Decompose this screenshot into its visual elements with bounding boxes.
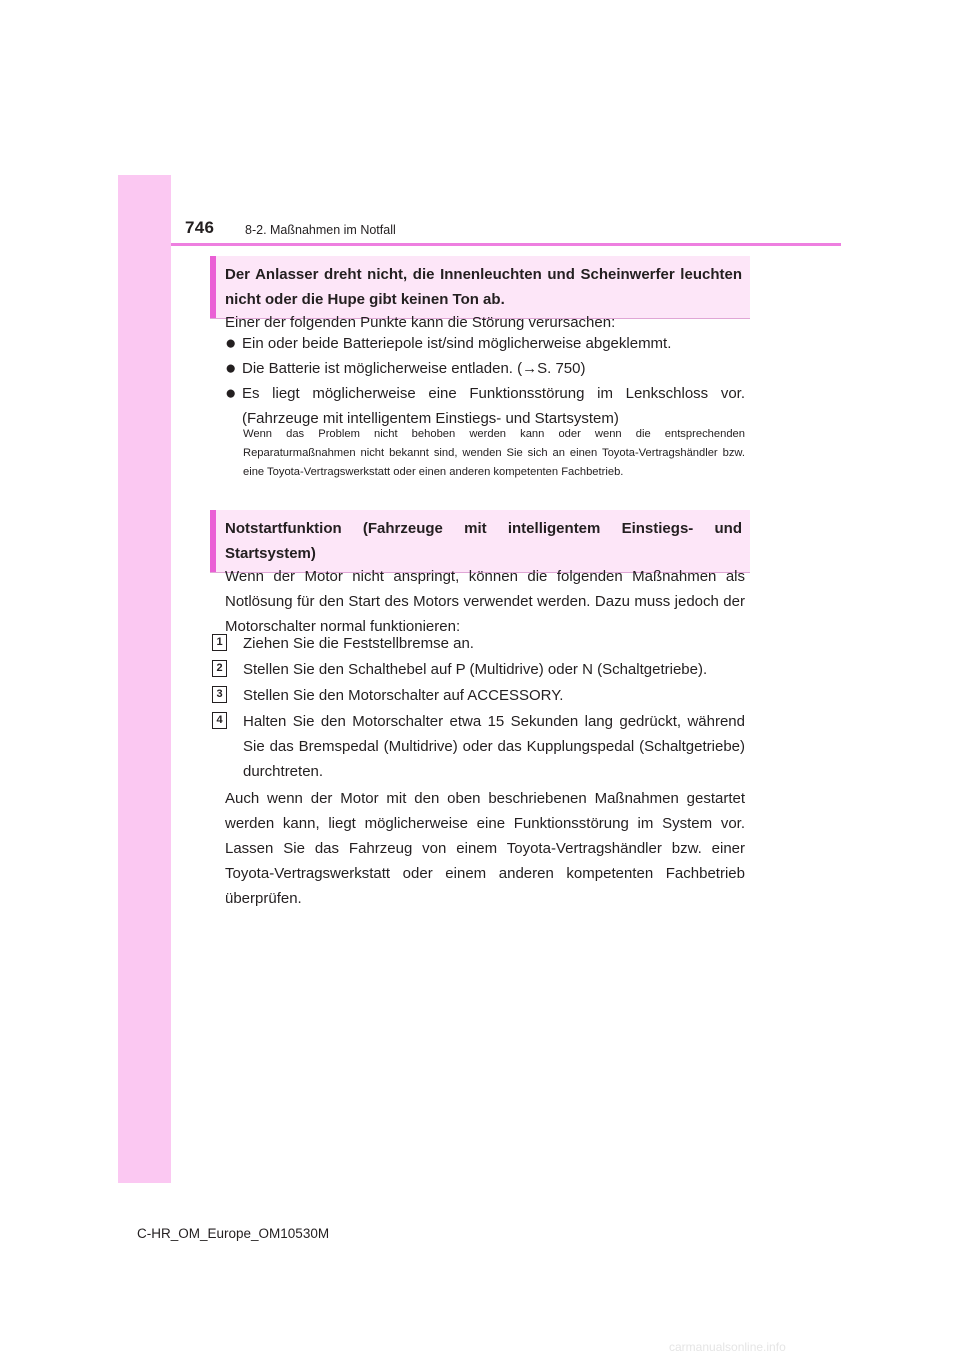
step-number-badge: 4	[212, 712, 227, 729]
step-number-badge: 2	[212, 660, 227, 677]
step-item	[212, 657, 745, 682]
document-code: C-HR_OM_Europe_OM10530M	[137, 1226, 330, 1241]
list-item	[225, 331, 745, 356]
step-number-badge: 3	[212, 686, 227, 703]
section-heading-starter-fault: Der Anlasser dreht nicht, die Innenleuchten und Scheinwerfer leuchten nicht oder die Hupe gibt keinen Ton ab.	[210, 256, 750, 319]
intro-paragraph-emergency-start: Wenn der Motor nicht anspringt, können die folgenden Maßnahmen als Notlösung für den Start des Motors verwendet werden. Dazu muss jedoch der Motorschalter normal funktionieren:	[225, 568, 745, 635]
section-heading-emergency-start: Notstartfunktion (Fahrzeuge mit intelligentem Einstiegs- und Startsystem)	[210, 510, 750, 573]
note-paragraph: Wenn das Problem nicht behoben werden kann oder wenn die entsprechenden Reparaturmaßnahmen nicht bekannt sind, wenden Sie sich an einen Toyota-Vertragshändler bzw. eine Toyota-Vertragswerkstatt oder einen anderen kompetenten Fachbetrieb.	[243, 428, 745, 478]
list-item-text: Die Batterie ist möglicherweise entladen. (→S. 750)	[242, 360, 586, 377]
watermark: carmanualsonline.info	[669, 1340, 786, 1354]
page-number: 746	[185, 218, 215, 237]
list-item-text: Ein oder beide Batteriepole ist/sind möglicherweise abgeklemmt.	[242, 335, 672, 352]
step-text: Stellen Sie den Schalthebel auf P (Multidrive) oder N (Schaltgetriebe).	[243, 661, 708, 678]
intro-paragraph-causes: Einer der folgenden Punkte kann die Störung verursachen:	[225, 314, 616, 331]
step-text: Ziehen Sie die Feststellbremse an.	[243, 635, 474, 652]
list-item-text: Es liegt möglicherweise eine Funktionsstörung im Lenkschloss vor. (Fahrzeuge mit intelligentem Einstiegs- und Startsystem)	[242, 385, 745, 427]
bullet-icon: ●	[225, 358, 237, 379]
list-item	[225, 356, 745, 381]
step-item	[212, 683, 745, 708]
list-item	[225, 381, 745, 431]
step-text: Stellen Sie den Motorschalter auf ACCESSORY.	[243, 687, 564, 704]
step-number-badge: 1	[212, 634, 227, 651]
step-item	[212, 709, 745, 784]
outro-paragraph: Auch wenn der Motor mit den oben beschriebenen Maßnahmen gestartet werden kann, liegt möglicherweise eine Funktionsstörung im System vor. Lassen Sie das Fahrzeug von einem Toyota-Vertragshändler bzw. einer Toyota-Vertragswerkstatt oder einem anderen kompetenten Fachbetrieb überprüfen.	[225, 790, 745, 907]
header-rule	[171, 243, 841, 246]
step-text: Halten Sie den Motorschalter etwa 15 Sekunden lang gedrückt, während Sie das Bremspedal (Multidrive) oder das Kupplungspedal (Schaltgetriebe) durchtreten.	[243, 713, 745, 780]
section-title: 8-2. Maßnahmen im Notfall	[245, 223, 396, 237]
chapter-tab-strip	[118, 175, 171, 1183]
step-item	[212, 631, 745, 656]
bullet-icon: ●	[225, 333, 237, 354]
bullet-icon: ●	[225, 383, 237, 404]
